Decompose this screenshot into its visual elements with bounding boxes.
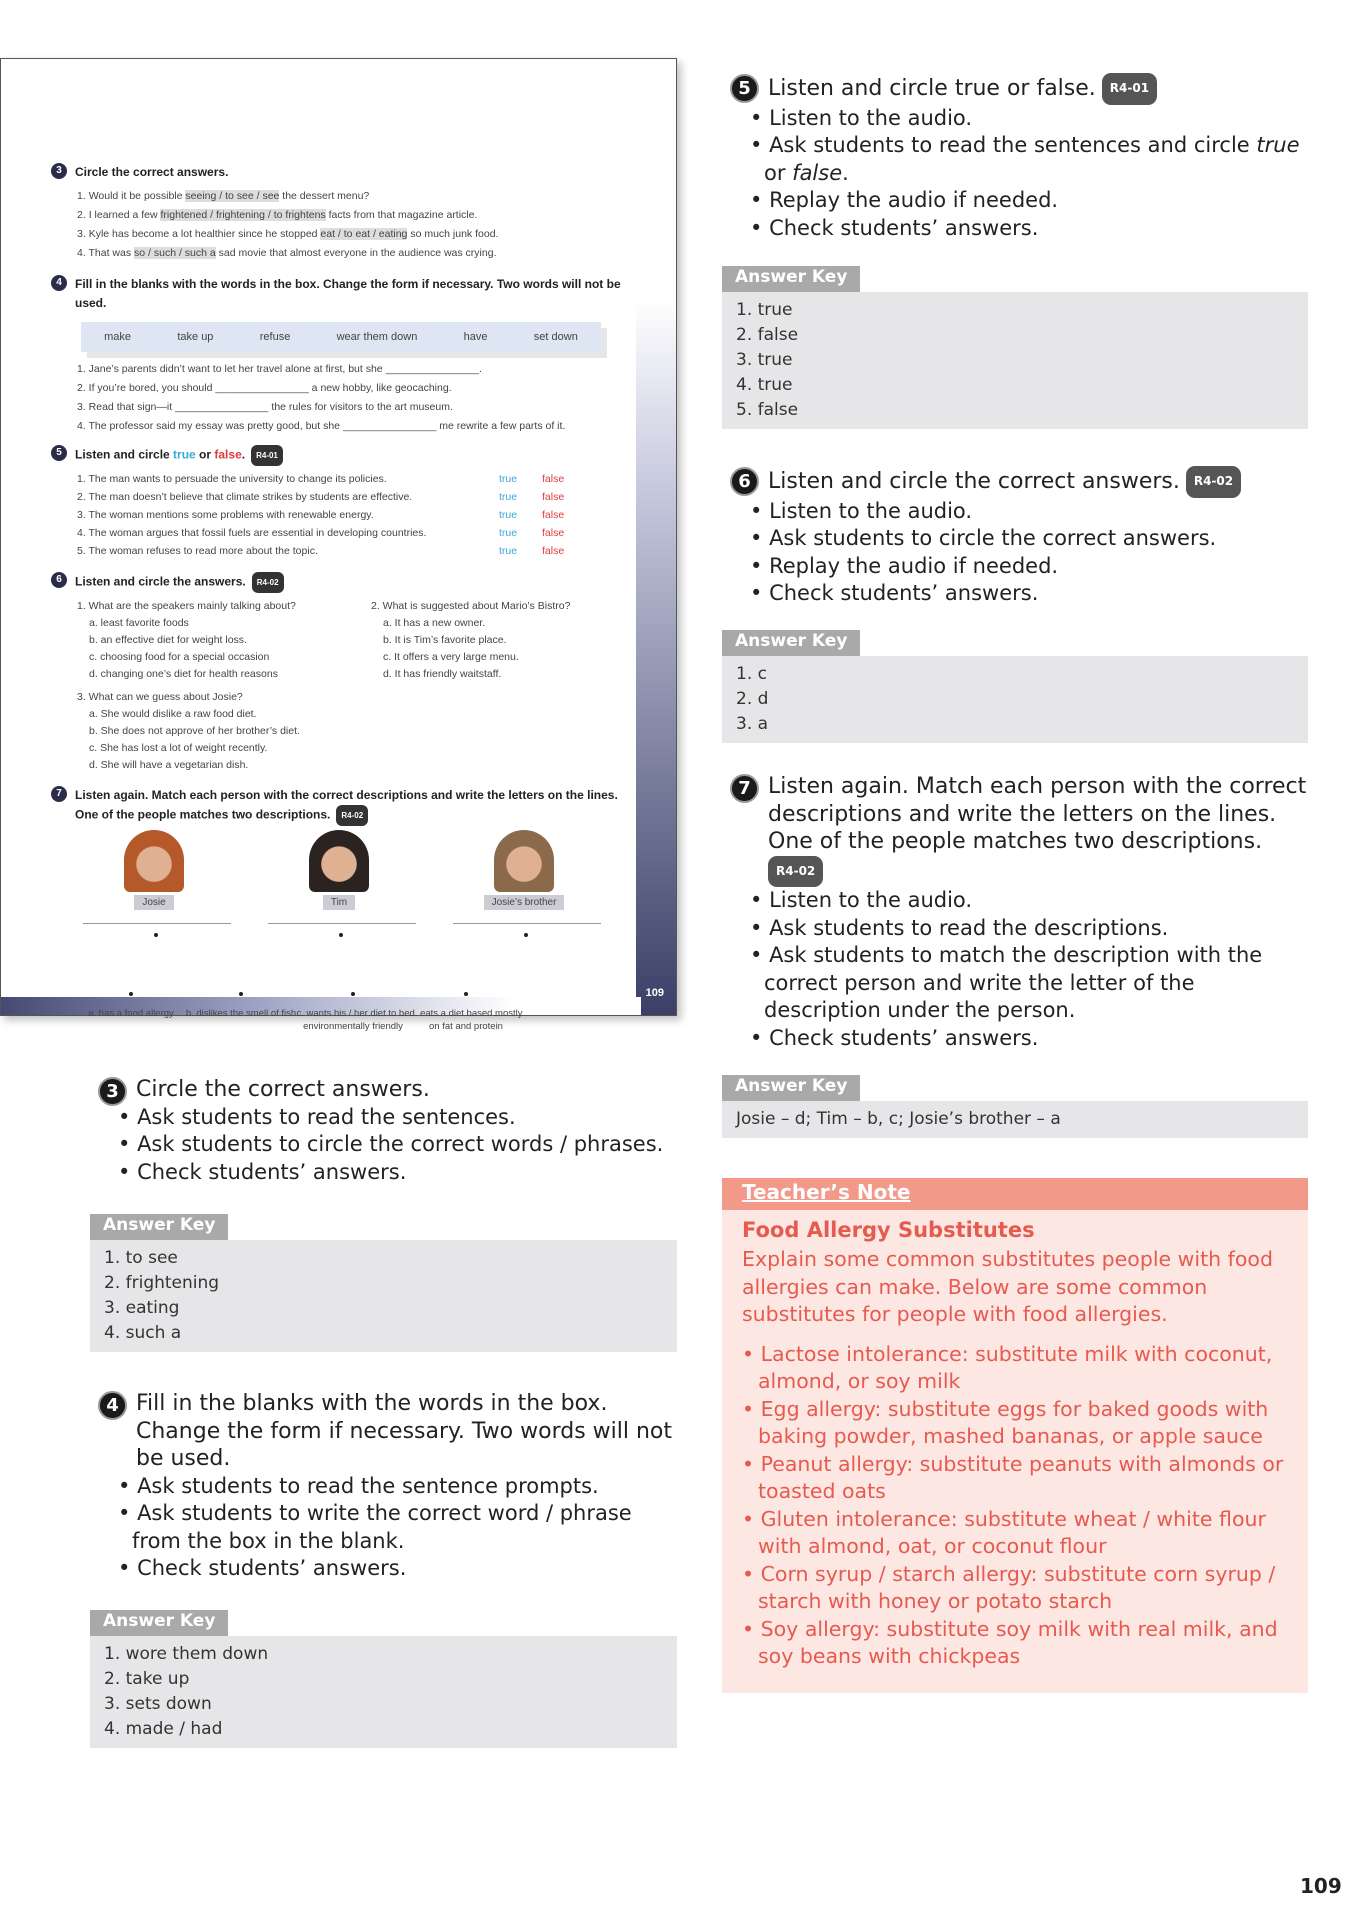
description-letter: a. <box>88 1008 97 1019</box>
q5-item: 1. The man wants to persuade the university to change its policies. <box>77 473 387 485</box>
word-box-item: set down <box>533 331 578 343</box>
bullet-item: • Listen to the audio. <box>730 887 1310 915</box>
q6-number-icon: 6 <box>51 572 67 588</box>
person-card <box>79 830 229 910</box>
q7-number-icon: 7 <box>51 786 67 802</box>
bullet-item: • Ask students to write the correct word / phrase from the box in the blank. <box>98 1500 678 1555</box>
item-text: facts from that magazine article. <box>325 209 478 221</box>
q3-heading: 3 Circle the correct answers. <box>53 163 623 182</box>
word-box-item: refuse <box>259 331 291 343</box>
description-letter: d. <box>409 1008 418 1019</box>
track-icon[interactable]: R4-02 <box>768 856 823 888</box>
item-text: the dessert menu? <box>279 190 370 202</box>
answer-key-3: Answer Key 1. to see 2. frightening 3. eating 4. such a <box>90 1214 677 1352</box>
match-dot <box>339 933 343 937</box>
description-text: wants his / her diet to be environmentally friendly <box>303 1008 410 1032</box>
answer-item: 4. made / had <box>104 1719 223 1739</box>
answer-options[interactable]: so / such / such a <box>134 247 216 259</box>
q6-option[interactable]: c. choosing food for a special occasion <box>89 651 270 663</box>
answer-key-6: Answer Key 1. c 2. d 3. a <box>722 630 1308 743</box>
q6-option[interactable]: a. She would dislike a raw food diet. <box>89 708 257 720</box>
item-text: so much junk food. <box>407 228 499 240</box>
match-dot <box>239 992 243 996</box>
answer-key-7: Answer Key Josie – d; Tim – b, c; Josie’s brother – a <box>722 1075 1308 1138</box>
q6-option[interactable]: d. She will have a vegetarian dish. <box>89 759 249 771</box>
bullet-item: • Ask students to circle the correct words / phrases. <box>98 1131 678 1159</box>
q6-question: 2. What is suggested about Mario’s Bistro? <box>371 600 571 612</box>
answer-item: 1. wore them down <box>104 1644 269 1664</box>
q6-option[interactable]: b. It is Tim’s favorite place. <box>383 634 507 646</box>
track-icon[interactable]: R4-01 <box>251 445 283 466</box>
answer-line[interactable] <box>268 923 416 924</box>
description-text: eats a diet based mostly on fat and protein <box>420 1008 523 1032</box>
false-option[interactable]: false <box>542 509 565 521</box>
q4-item: 4. The professor said my essay was pretty good, but she ________________ me rewrite a few parts of it. <box>77 420 566 432</box>
q6-option[interactable]: b. an effective diet for weight loss. <box>89 634 247 646</box>
q6-option[interactable]: b. She does not approve of her brother’s diet. <box>89 725 300 737</box>
number-5-icon: 5 <box>730 74 759 103</box>
bullet-item: • Check students’ answers. <box>730 580 1310 608</box>
bullet-item: • Ask students to match the description with the correct person and write the letter of the description under the person. <box>730 942 1310 1025</box>
false-option[interactable]: false <box>542 527 565 539</box>
q6-option[interactable]: a. least favorite foods <box>89 617 189 629</box>
false-option[interactable]: false <box>542 473 565 485</box>
section-heading: 3 Circle the correct answers. <box>98 1076 678 1104</box>
student-page-preview <box>0 58 677 1032</box>
bullet-item: • Ask students to read the sentence prompts. <box>98 1473 678 1501</box>
track-icon[interactable]: R4-02 <box>252 572 284 593</box>
true-option[interactable]: true <box>499 545 518 557</box>
number-7-icon: 7 <box>730 774 759 803</box>
answer-item: 5. false <box>736 400 799 420</box>
answer-item: 2. d <box>736 689 769 709</box>
answer-item: 1. c <box>736 664 767 684</box>
bullet-item: • Ask students to circle the correct answers. <box>730 525 1310 553</box>
track-icon[interactable]: R4-02 <box>1186 466 1241 498</box>
item-number: 1. <box>77 190 86 202</box>
word-box-item: wear them down <box>336 331 418 343</box>
q4-item: 2. If you’re bored, you should ________________ a new hobby, like geocaching. <box>77 382 452 394</box>
match-dot <box>154 933 158 937</box>
match-dot <box>129 992 133 996</box>
q6-question: 1. What are the speakers mainly talking about? <box>77 600 296 612</box>
person-photo <box>124 830 184 892</box>
true-option[interactable]: true <box>499 491 518 503</box>
match-dot <box>524 933 528 937</box>
answer-item: 2. false <box>736 325 799 345</box>
description <box>71 1007 191 1020</box>
match-dot <box>464 992 468 996</box>
answer-options[interactable]: frightened / frightening / to frightens <box>160 209 326 221</box>
answer-line[interactable] <box>83 923 231 924</box>
bullet-item: • Ask students to read the sentences. <box>98 1104 678 1132</box>
number-4-icon: 4 <box>98 1391 127 1420</box>
q4-number-icon: 4 <box>51 275 67 291</box>
note-bullet: • Corn syrup / starch allergy: substitute corn syrup / starch with honey or potato starch <box>722 1561 1308 1616</box>
true-option[interactable]: true <box>499 473 518 485</box>
answer-item: 3. true <box>736 350 793 370</box>
word-box <box>81 322 601 352</box>
teachers-note: Teacher’s Note Food Allergy Substitutes Explain some common substitutes people with food allergies can make. Below are some common substitutes for people with food allergies. • Lactose intolerance: substitute milk with coconut, almond, or soy milk • Egg allergy: substitute eggs for baked goods with baking powder, mashed bananas, or apple sauce • Peanut allergy: substitute peanuts with almonds or toasted oats • Gluten intolerance: substitute wheat / white flour with almond, oat, or coconut flour • Corn syrup / starch allergy: substitute corn syrup / starch with honey or potato starch • Soy allergy: substitute soy milk with real milk, and soy beans with chickpeas <box>722 1178 1308 1693</box>
answer-item: 3. eating <box>104 1298 180 1318</box>
item-text: I learned a few <box>88 209 161 221</box>
person-card <box>264 830 414 910</box>
note-bullet: • Egg allergy: substitute eggs for baked goods with baking powder, mashed bananas, or apple sauce <box>722 1396 1308 1451</box>
q6-option[interactable]: c. She has lost a lot of weight recently. <box>89 742 268 754</box>
item-number: 3. <box>77 228 86 240</box>
section-4-notes <box>98 1390 678 1583</box>
q5-item: 3. The woman mentions some problems with renewable energy. <box>77 509 374 521</box>
person-name: Josie’s brother <box>484 895 565 910</box>
item-text: Would it be possible <box>88 190 186 202</box>
description-text: has a food allergy <box>98 1008 174 1019</box>
answer-options[interactable]: eat / to eat / eating <box>320 228 408 240</box>
section-6-notes: 6 Listen and circle the correct answers. R4-02 • Listen to the audio. • Ask students to circle the correct answers. • Replay the audio if needed. • Check students’ answers. <box>730 466 1310 608</box>
q5-heading: 5 Listen and circle true or false. R4-01 <box>53 445 623 466</box>
true-option[interactable]: true <box>499 527 518 539</box>
description-letter: b. <box>185 1008 194 1019</box>
match-dot <box>351 992 355 996</box>
bullet-item: • Check students’ answers. <box>730 1025 1310 1053</box>
number-3-icon: 3 <box>98 1077 127 1106</box>
q6-option[interactable]: d. It has friendly waitstaff. <box>383 668 502 680</box>
word-box-item: have <box>463 331 488 343</box>
answer-item: 1. true <box>736 300 793 320</box>
track-icon[interactable]: R4-02 <box>336 805 368 826</box>
q6-option[interactable]: a. It has a new owner. <box>383 617 486 629</box>
page-number: 109 <box>1300 1874 1342 1898</box>
q6-heading: 6 Listen and circle the answers. R4-02 <box>53 572 623 593</box>
number-6-icon: 6 <box>730 467 759 496</box>
description <box>406 1007 526 1033</box>
item-number: 4. <box>77 247 86 259</box>
person-name: Tim <box>323 895 355 910</box>
bullet-item: • Replay the audio if needed. <box>730 553 1310 581</box>
q5-number-icon: 5 <box>51 445 67 461</box>
word-box-item: make <box>104 331 132 343</box>
note-bullet: • Lactose intolerance: substitute milk with coconut, almond, or soy milk <box>722 1341 1308 1396</box>
false-option[interactable]: false <box>542 491 565 503</box>
bullet-item: • Check students’ answers. <box>98 1555 678 1583</box>
answer-key-4: Answer Key 1. wore them down 2. take up 3. sets down 4. made / had <box>90 1610 677 1748</box>
item-number: 2. <box>77 209 86 221</box>
q3-item <box>77 206 477 224</box>
section-3-notes <box>98 1076 678 1186</box>
answer-item: 3. a <box>736 714 769 734</box>
q6-option[interactable]: c. It offers a very large menu. <box>383 651 519 663</box>
answer-item: 2. frightening <box>104 1273 220 1293</box>
item-text: That was <box>88 247 135 259</box>
person-card <box>449 830 599 910</box>
answer-item: 2. take up <box>104 1669 190 1689</box>
bullet-item: • Ask students to read the descriptions. <box>730 915 1310 943</box>
track-icon[interactable]: R4-01 <box>1102 73 1157 105</box>
section-5-notes: 5 Listen and circle true or false. R4-01 • Listen to the audio. • Ask students to read the sentences and circle true or false. • Replay the audio if needed. • Check students’ answers. <box>730 73 1310 242</box>
answer-item: 1. to see <box>104 1248 178 1268</box>
answer-item: 4. such a <box>104 1323 182 1343</box>
section-7-notes: 7 Listen again. Match each person with the correct descriptions and write the letters on the lines. One of the people matches two descriptions. R4-02 • Listen to the audio. • Ask students to read the descriptions. • Ask students to match the description with the correct person and write the letter of the description under the person. • Check students’ answers. <box>730 773 1310 1052</box>
description <box>181 1007 304 1020</box>
person-photo <box>309 830 369 892</box>
q6-option[interactable]: d. changing one’s diet for health reasons <box>89 668 278 680</box>
answer-options[interactable]: seeing / to see / see <box>185 190 280 202</box>
q5-item: 4. The woman argues that fossil fuels are essential in developing countries. <box>77 527 427 539</box>
q4-item: 1. Jane’s parents didn’t want to let her travel alone at first, but she ________________. <box>77 363 482 375</box>
q4-item: 3. Read that sign—it ________________ the rules for visitors to the art museum. <box>77 401 453 413</box>
q3-item <box>77 225 498 243</box>
section-heading: 4 Fill in the blanks with the words in the box. Change the form if necessary. Two words will not be used. <box>98 1390 678 1473</box>
bullet-item: • Listen to the audio. <box>730 498 1310 526</box>
bullet-item: • Check students’ answers. <box>98 1159 678 1187</box>
person-photo <box>494 830 554 892</box>
q3-number-icon: 3 <box>51 163 67 179</box>
description-text: dislikes the smell of fish <box>196 1008 297 1019</box>
q6-question: 3. What can we guess about Josie? <box>77 691 243 703</box>
item-text: sad movie that almost everyone in the audience was crying. <box>215 247 497 259</box>
note-bullet: • Soy allergy: substitute soy milk with real milk, and soy beans with chickpeas <box>722 1616 1308 1671</box>
answer-line[interactable] <box>453 923 601 924</box>
q3-item <box>77 187 369 205</box>
description <box>293 1007 413 1033</box>
person-name: Josie <box>134 895 173 910</box>
q7-heading: 7 Listen again. Match each person with the correct descriptions and write the letters on the lines. One of the people matches two descriptions. R4-02 <box>53 786 623 826</box>
answer-item: 4. true <box>736 375 793 395</box>
q5-item: 2. The man doesn’t believe that climate strikes by students are effective. <box>77 491 413 503</box>
note-bullet: • Peanut allergy: substitute peanuts with almonds or toasted oats <box>722 1451 1308 1506</box>
note-bullet: • Gluten intolerance: substitute wheat / white flour with almond, oat, or coconut flour <box>722 1506 1308 1561</box>
answer-key-5: Answer Key 1. true 2. false 3. true 4. true 5. false <box>722 266 1308 429</box>
true-option[interactable]: true <box>499 509 518 521</box>
description-letter: c. <box>296 1008 304 1019</box>
preview-page-number: 109 <box>645 987 664 999</box>
false-option[interactable]: false <box>542 545 565 557</box>
q5-item: 5. The woman refuses to read more about the topic. <box>77 545 318 557</box>
q3-item <box>77 244 496 262</box>
answer-item: 3. sets down <box>104 1694 212 1714</box>
q4-heading: 4 Fill in the blanks with the words in the box. Change the form if necessary. Two words will not be used. <box>53 275 623 313</box>
item-text: Kyle has become a lot healthier since he stopped <box>88 228 321 240</box>
word-box-item: take up <box>177 331 214 343</box>
page-side-strip <box>636 299 676 1015</box>
